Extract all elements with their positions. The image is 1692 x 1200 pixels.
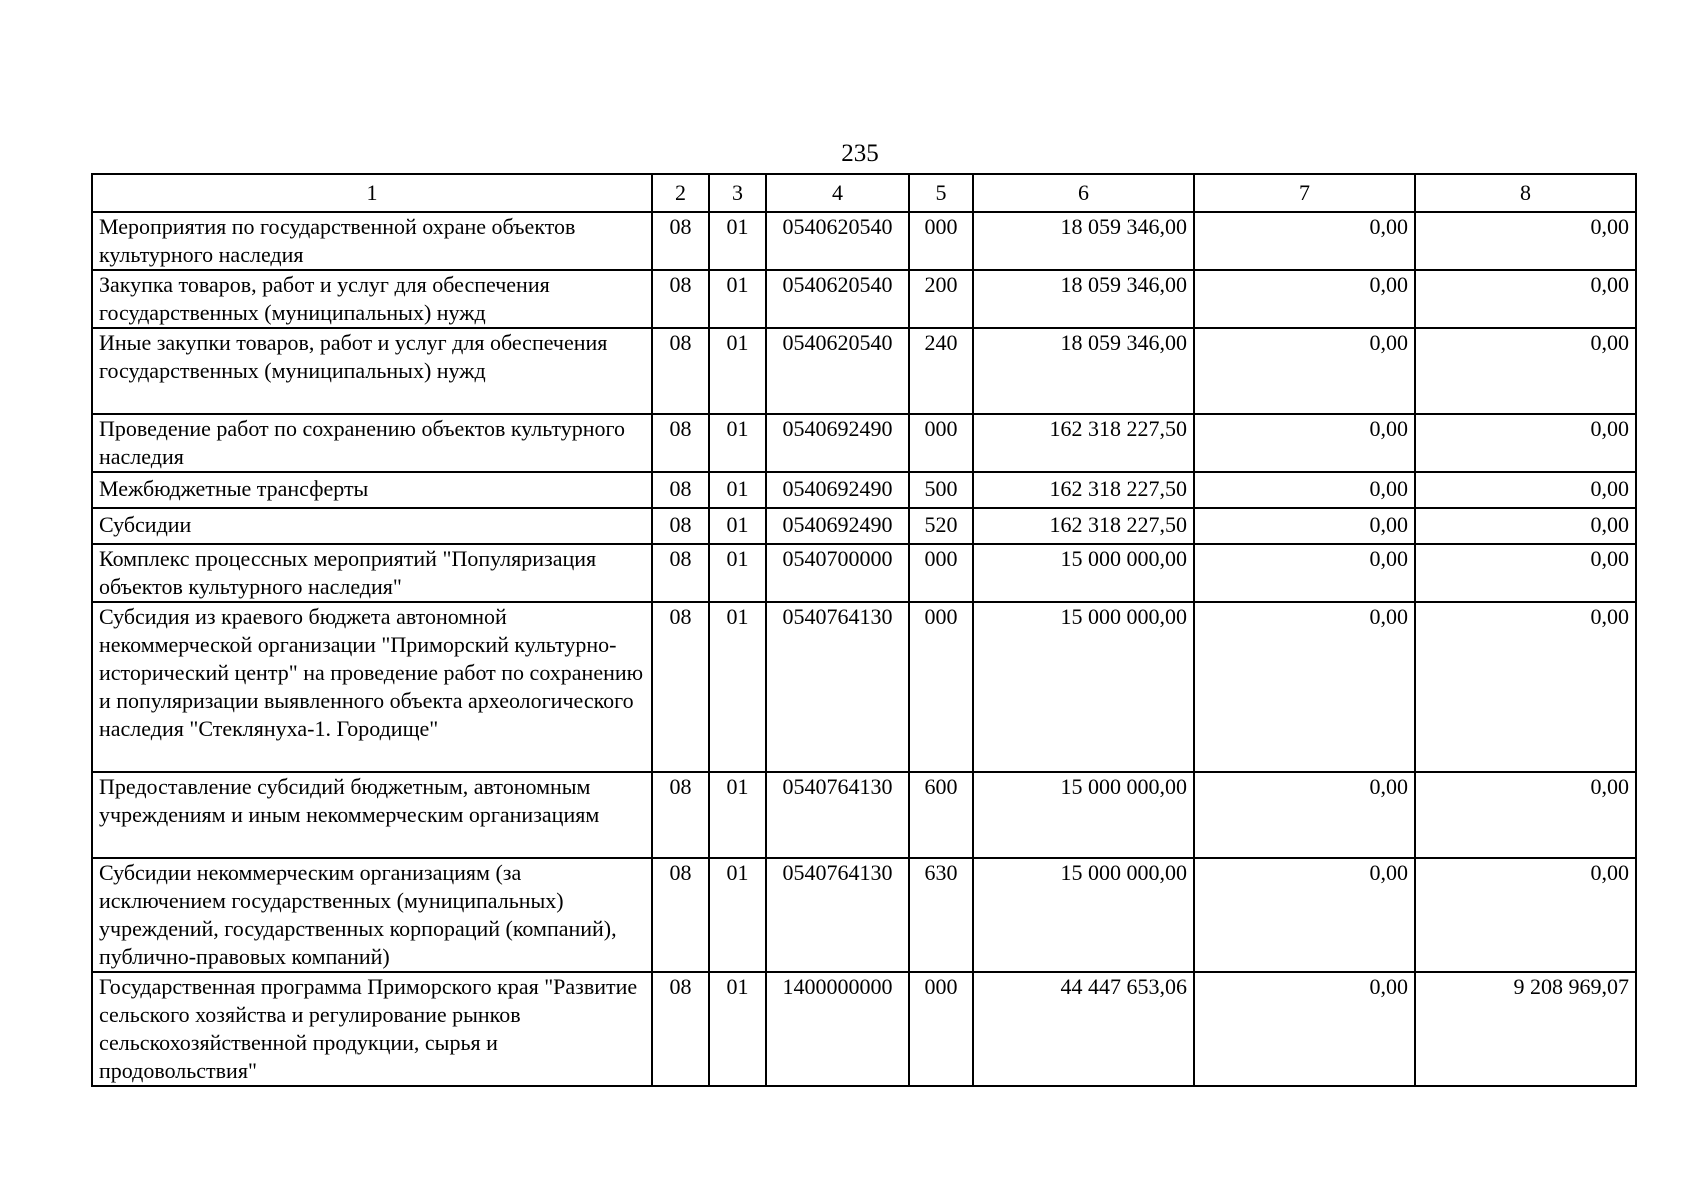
table-row: [92, 508, 1636, 544]
row-amount-8: 0,00: [1415, 602, 1636, 772]
row-amount-6: 15 000 000,00: [973, 772, 1194, 858]
row-expense-type: 200: [909, 270, 973, 328]
table-row: [92, 328, 1636, 414]
row-amount-6: 162 318 227,50: [973, 414, 1194, 472]
row-name: Проведение работ по сохранению объектов культурного наследия: [92, 414, 652, 472]
row-expense-type: 000: [909, 414, 973, 472]
row-expense-type: 000: [909, 212, 973, 270]
row-target-code: 0540764130: [766, 858, 909, 972]
row-expense-type: 630: [909, 858, 973, 972]
page-number: 235: [841, 140, 879, 167]
table-row: [92, 602, 1636, 772]
row-amount-8: 0,00: [1415, 858, 1636, 972]
table-row: [92, 544, 1636, 602]
row-amount-8: 0,00: [1415, 212, 1636, 270]
row-amount-6: 162 318 227,50: [973, 472, 1194, 508]
row-amount-6: 162 318 227,50: [973, 508, 1194, 544]
row-target-code: 0540620540: [766, 212, 909, 270]
table-row: [92, 972, 1636, 1086]
row-name: Межбюджетные трансферты: [92, 472, 652, 508]
row-amount-8: 0,00: [1415, 328, 1636, 414]
budget-table: [91, 173, 1637, 1087]
row-expense-type: 600: [909, 772, 973, 858]
row-subsection: 01: [709, 472, 766, 508]
row-amount-8: 9 208 969,07: [1415, 972, 1636, 1086]
table-row: [92, 858, 1636, 972]
column-header: 4: [766, 174, 909, 212]
row-amount-8: 0,00: [1415, 270, 1636, 328]
row-amount-6: 18 059 346,00: [973, 328, 1194, 414]
row-section: 08: [652, 858, 709, 972]
column-header: 7: [1194, 174, 1415, 212]
row-subsection: 01: [709, 414, 766, 472]
row-name: Субсидии некоммерческим организациям (за исключением государственных (муниципальных) учреждений, государственных корпораций (компаний), публично-правовых компаний): [92, 858, 652, 972]
row-amount-7: 0,00: [1194, 858, 1415, 972]
row-subsection: 01: [709, 328, 766, 414]
row-amount-6: 15 000 000,00: [973, 858, 1194, 972]
row-subsection: 01: [709, 972, 766, 1086]
row-amount-6: 18 059 346,00: [973, 270, 1194, 328]
row-expense-type: 520: [909, 508, 973, 544]
table-row: [92, 414, 1636, 472]
row-target-code: 0540620540: [766, 328, 909, 414]
row-amount-7: 0,00: [1194, 602, 1415, 772]
row-name: Закупка товаров, работ и услуг для обеспечения государственных (муниципальных) нужд: [92, 270, 652, 328]
row-amount-7: 0,00: [1194, 328, 1415, 414]
row-name: Субсидии: [92, 508, 652, 544]
row-amount-7: 0,00: [1194, 772, 1415, 858]
row-name: Иные закупки товаров, работ и услуг для обеспечения государственных (муниципальных) нужд: [92, 328, 652, 414]
table-row: [92, 270, 1636, 328]
row-section: 08: [652, 508, 709, 544]
row-amount-6: 44 447 653,06: [973, 972, 1194, 1086]
row-amount-7: 0,00: [1194, 972, 1415, 1086]
row-section: 08: [652, 328, 709, 414]
row-amount-8: 0,00: [1415, 472, 1636, 508]
row-name: Мероприятия по государственной охране объектов культурного наследия: [92, 212, 652, 270]
row-amount-7: 0,00: [1194, 212, 1415, 270]
row-section: 08: [652, 972, 709, 1086]
row-name: Предоставление субсидий бюджетным, автономным учреждениям и иным некоммерческим организациям: [92, 772, 652, 858]
row-amount-7: 0,00: [1194, 544, 1415, 602]
row-subsection: 01: [709, 508, 766, 544]
row-name: Государственная программа Приморского края "Развитие сельского хозяйства и регулирование рынков сельскохозяйственной продукции, сырья и продовольствия": [92, 972, 652, 1086]
row-target-code: 0540700000: [766, 544, 909, 602]
row-section: 08: [652, 602, 709, 772]
row-subsection: 01: [709, 858, 766, 972]
row-expense-type: 000: [909, 972, 973, 1086]
row-section: 08: [652, 270, 709, 328]
row-amount-7: 0,00: [1194, 508, 1415, 544]
row-section: 08: [652, 212, 709, 270]
row-name: Комплекс процессных мероприятий "Популяризация объектов культурного наследия": [92, 544, 652, 602]
row-expense-type: 500: [909, 472, 973, 508]
header-row: [92, 174, 1636, 212]
row-target-code: 1400000000: [766, 972, 909, 1086]
row-amount-8: 0,00: [1415, 508, 1636, 544]
row-target-code: 0540764130: [766, 602, 909, 772]
row-amount-7: 0,00: [1194, 270, 1415, 328]
row-subsection: 01: [709, 772, 766, 858]
row-amount-6: 18 059 346,00: [973, 212, 1194, 270]
row-name: Субсидия из краевого бюджета автономной некоммерческой организации "Приморский культурно-исторический центр" на проведение работ по сохранению и популяризации выявленного объекта археологического наследия "Стеклянуха-1. Городище": [92, 602, 652, 772]
row-subsection: 01: [709, 270, 766, 328]
table-row: [92, 212, 1636, 270]
column-header: 8: [1415, 174, 1636, 212]
column-header: 2: [652, 174, 709, 212]
column-header: 1: [92, 174, 652, 212]
row-expense-type: 240: [909, 328, 973, 414]
row-subsection: 01: [709, 212, 766, 270]
row-target-code: 0540692490: [766, 472, 909, 508]
row-target-code: 0540692490: [766, 414, 909, 472]
row-subsection: 01: [709, 602, 766, 772]
row-target-code: 0540692490: [766, 508, 909, 544]
table-row: [92, 772, 1636, 858]
row-section: 08: [652, 472, 709, 508]
row-amount-8: 0,00: [1415, 772, 1636, 858]
table-row: [92, 472, 1636, 508]
row-subsection: 01: [709, 544, 766, 602]
row-section: 08: [652, 414, 709, 472]
row-section: 08: [652, 772, 709, 858]
row-section: 08: [652, 544, 709, 602]
row-amount-8: 0,00: [1415, 414, 1636, 472]
row-amount-8: 0,00: [1415, 544, 1636, 602]
row-expense-type: 000: [909, 544, 973, 602]
row-amount-6: 15 000 000,00: [973, 544, 1194, 602]
row-amount-6: 15 000 000,00: [973, 602, 1194, 772]
row-expense-type: 000: [909, 602, 973, 772]
row-target-code: 0540620540: [766, 270, 909, 328]
row-target-code: 0540764130: [766, 772, 909, 858]
column-header: 5: [909, 174, 973, 212]
column-header: 3: [709, 174, 766, 212]
row-amount-7: 0,00: [1194, 472, 1415, 508]
row-amount-7: 0,00: [1194, 414, 1415, 472]
column-header: 6: [973, 174, 1194, 212]
